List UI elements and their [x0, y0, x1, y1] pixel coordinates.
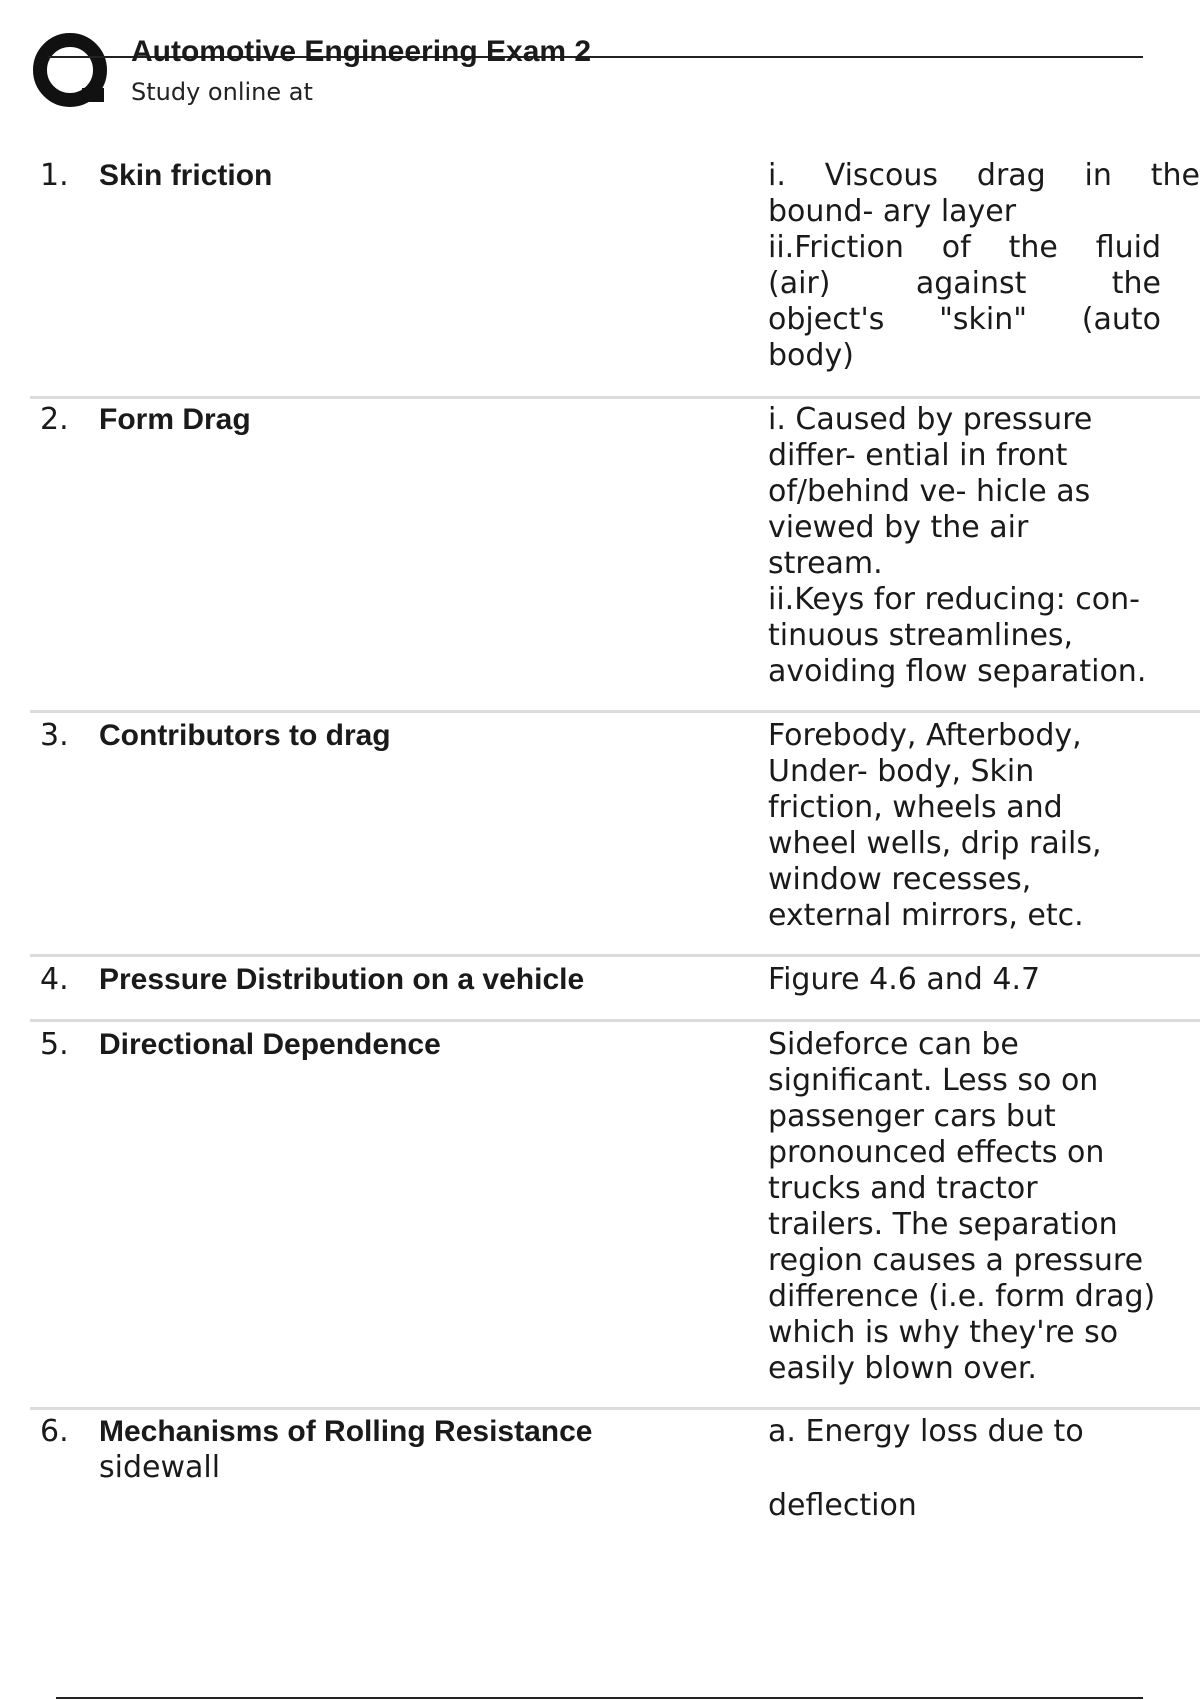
- definition-line: wheel wells, drip rails,: [768, 826, 1102, 861]
- card-definition: [768, 402, 1200, 690]
- definition-line: external mirrors, etc.: [768, 898, 1084, 933]
- row-divider: [30, 1407, 1200, 1410]
- definition-line: a. Energy loss due to: [768, 1414, 1084, 1449]
- card-definition: [768, 1414, 1200, 1524]
- card-number: 4.: [40, 962, 69, 997]
- card-number: 3.: [40, 718, 69, 753]
- row-divider: [30, 1019, 1200, 1022]
- card-term: Form Drag: [99, 403, 251, 436]
- card-definition: [768, 718, 1200, 934]
- definition-line: easily blown over.: [768, 1351, 1037, 1386]
- definition-line: tinuous streamlines,: [768, 618, 1074, 653]
- card-term: Pressure Distribution on a vehicle: [99, 963, 585, 996]
- definition-line: window recesses,: [768, 862, 1032, 897]
- definition-line: which is why they're so: [768, 1315, 1119, 1350]
- definition-line: region causes a pressure: [768, 1243, 1144, 1278]
- card-number: 6.: [40, 1414, 69, 1449]
- definition-line: trailers. The separation: [768, 1207, 1118, 1242]
- card-number: 1.: [40, 158, 69, 193]
- definition-line: differ- ential in front: [768, 438, 1068, 473]
- definition-line: ii.Friction of the fluid: [768, 230, 1161, 265]
- definition-line: passenger cars but: [768, 1099, 1056, 1134]
- card-term: Contributors to drag: [99, 719, 391, 752]
- card-definition: [768, 158, 1200, 374]
- card-definition: [768, 962, 1200, 998]
- definition-line: Sideforce can be: [768, 1027, 1019, 1062]
- definition-line: i. Caused by pressure: [768, 402, 1093, 437]
- definition-line: ii.Keys for reducing: con-: [768, 582, 1140, 617]
- page-subtitle: Study online at: [131, 78, 313, 106]
- definition-line: bound- ary layer: [768, 194, 1017, 229]
- definition-line: body): [768, 338, 854, 373]
- definition-line: (air) against the: [768, 266, 1161, 301]
- definition-line: Under- body, Skin: [768, 754, 1035, 789]
- definition-spacer: [768, 1450, 1200, 1488]
- card-number: 5.: [40, 1027, 69, 1062]
- footer-rule: [56, 1697, 1143, 1699]
- card-term: Directional Dependence: [99, 1028, 441, 1061]
- definition-line: Forebody, Afterbody,: [768, 718, 1082, 753]
- definition-line: object's "skin" (auto: [768, 302, 1161, 337]
- row-divider: [30, 396, 1200, 399]
- definition-line: i. Viscous drag in the: [768, 158, 1200, 193]
- page-title: Automotive Engineering Exam 2: [131, 35, 592, 68]
- row-divider: [30, 710, 1200, 713]
- definition-line: viewed by the air: [768, 510, 1029, 545]
- card-definition: [768, 1027, 1200, 1387]
- definition-line: difference (i.e. form drag): [768, 1279, 1156, 1314]
- quizlet-logo-icon: [32, 32, 112, 112]
- definition-line: deflection: [768, 1488, 917, 1523]
- row-divider: [30, 954, 1200, 957]
- definition-line: pronounced effects on: [768, 1135, 1105, 1170]
- definition-line: Figure 4.6 and 4.7: [768, 962, 1041, 997]
- definition-line: significant. Less so on: [768, 1063, 1099, 1098]
- definition-line: avoiding flow separation.: [768, 654, 1147, 689]
- card-term: Mechanisms of Rolling Resistance: [99, 1415, 593, 1448]
- card-term-continuation: sidewall: [99, 1450, 221, 1485]
- definition-line: stream.: [768, 546, 883, 581]
- definition-line: of/behind ve- hicle as: [768, 474, 1091, 509]
- card-number: 2.: [40, 402, 69, 437]
- definition-line: friction, wheels and: [768, 790, 1063, 825]
- definition-line: trucks and tractor: [768, 1171, 1038, 1206]
- card-term: Skin friction: [99, 159, 273, 192]
